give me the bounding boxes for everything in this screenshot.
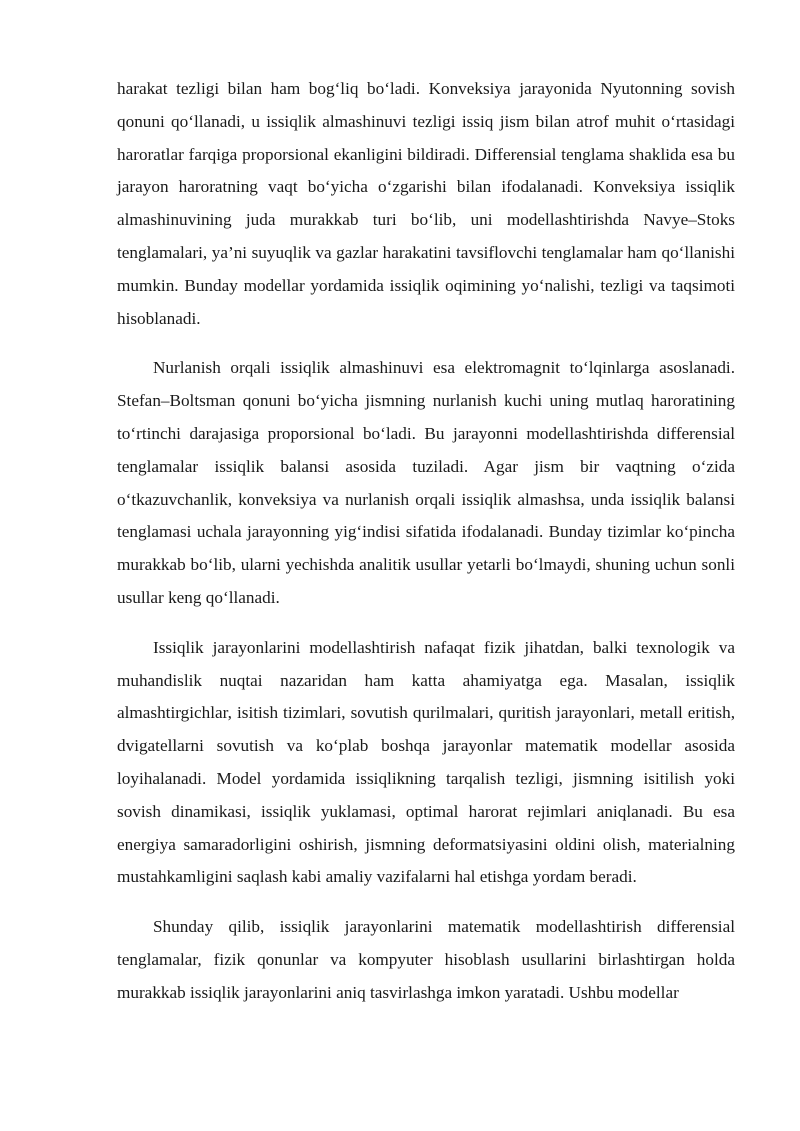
paragraph-applications: Issiqlik jarayonlarini modellashtirish nafaqat fizik jihatdan, balki texnologik va muhandislik nuqtai nazaridan ham katta ahamiyatga ega. Masalan, issiqlik almashtirgichlar, isitish tizimlari, sovutish qurilmalari, quritish jarayonlari, metall eritish, dvigatellarni sovutish va ko‘plab boshqa jarayonlar matematik modellar asosida loyihalanadi. Model yordamida issiqlikning tarqalish tezligi, jismning isitilish yoki sovish dinamikasi, issiqlik yuklamasi, optimal harorat rejimlari aniqlanadi. Bu esa energiya samaradorligini oshirish, jismning deformatsiyasini oldini olish, materialning mustahkamligini saqlash kabi amaliy vazifalarni hal etishga yordam beradi. [117, 637, 735, 887]
paragraph-continued: harakat tezligi bilan ham bog‘liq bo‘ladi. Konveksiya jarayonida Nyutonning sovish qonuni qo‘llanadi, u issiqlik almashinuvi tezligi issiq jism bilan atrof muhit o‘rtasidagi haroratlar farqiga proporsional ekanligini bildiradi. Differensial tenglama shaklida esa bu jarayon haroratning vaqt bo‘yicha o‘zgarishi bilan ifodalanadi. Konveksiya issiqlik almashinuvining juda murakkab turi bo‘lib, uni modellashtirishda Navye–Stoks tenglamalari, ya’ni suyuqlik va gazlar harakatini tavsiflovchi tenglamalar ham qo‘llanishi mumkin. Bunday modellar yordamida issiqlik oqimining yo‘nalishi, tezligi va taqsimoti hisoblanadi. [117, 79, 735, 328]
paragraph-radiation: Nurlanish orqali issiqlik almashinuvi esa elektromagnit to‘lqinlarga asoslanadi. Stefan–Boltsman qonuni bo‘yicha jismning nurlanish kuchi uning mutlaq haroratining to‘rtinchi darajasiga proporsional bo‘ladi. Bu jarayonni modellashtirishda differensial tenglamalar issiqlik balansi asosida tuziladi. Agar jism bir vaqtning o‘zida o‘tkazuvchanlik, konveksiya va nurlanish orqali issiqlik almashsa, unda issiqlik balansi tenglamasi uchala jarayonning yig‘indisi sifatida ifodalanadi. Bunday tizimlar ko‘pincha murakkab bo‘lib, ularni yechishda analitik usullar yetarli bo‘lmaydi, shuning uchun sonli usullar keng qo‘llanadi. [117, 358, 735, 607]
body-text [117, 73, 735, 1010]
paragraph-conclusion: Shunday qilib, issiqlik jarayonlarini matematik modellashtirish differensial tenglamalar, fizik qonunlar va kompyuter hisoblash usullarini birlashtirgan holda murakkab issiqlik jarayonlarini aniq tasvirlashga imkon yaratadi. Ushbu modellar [117, 917, 735, 1002]
